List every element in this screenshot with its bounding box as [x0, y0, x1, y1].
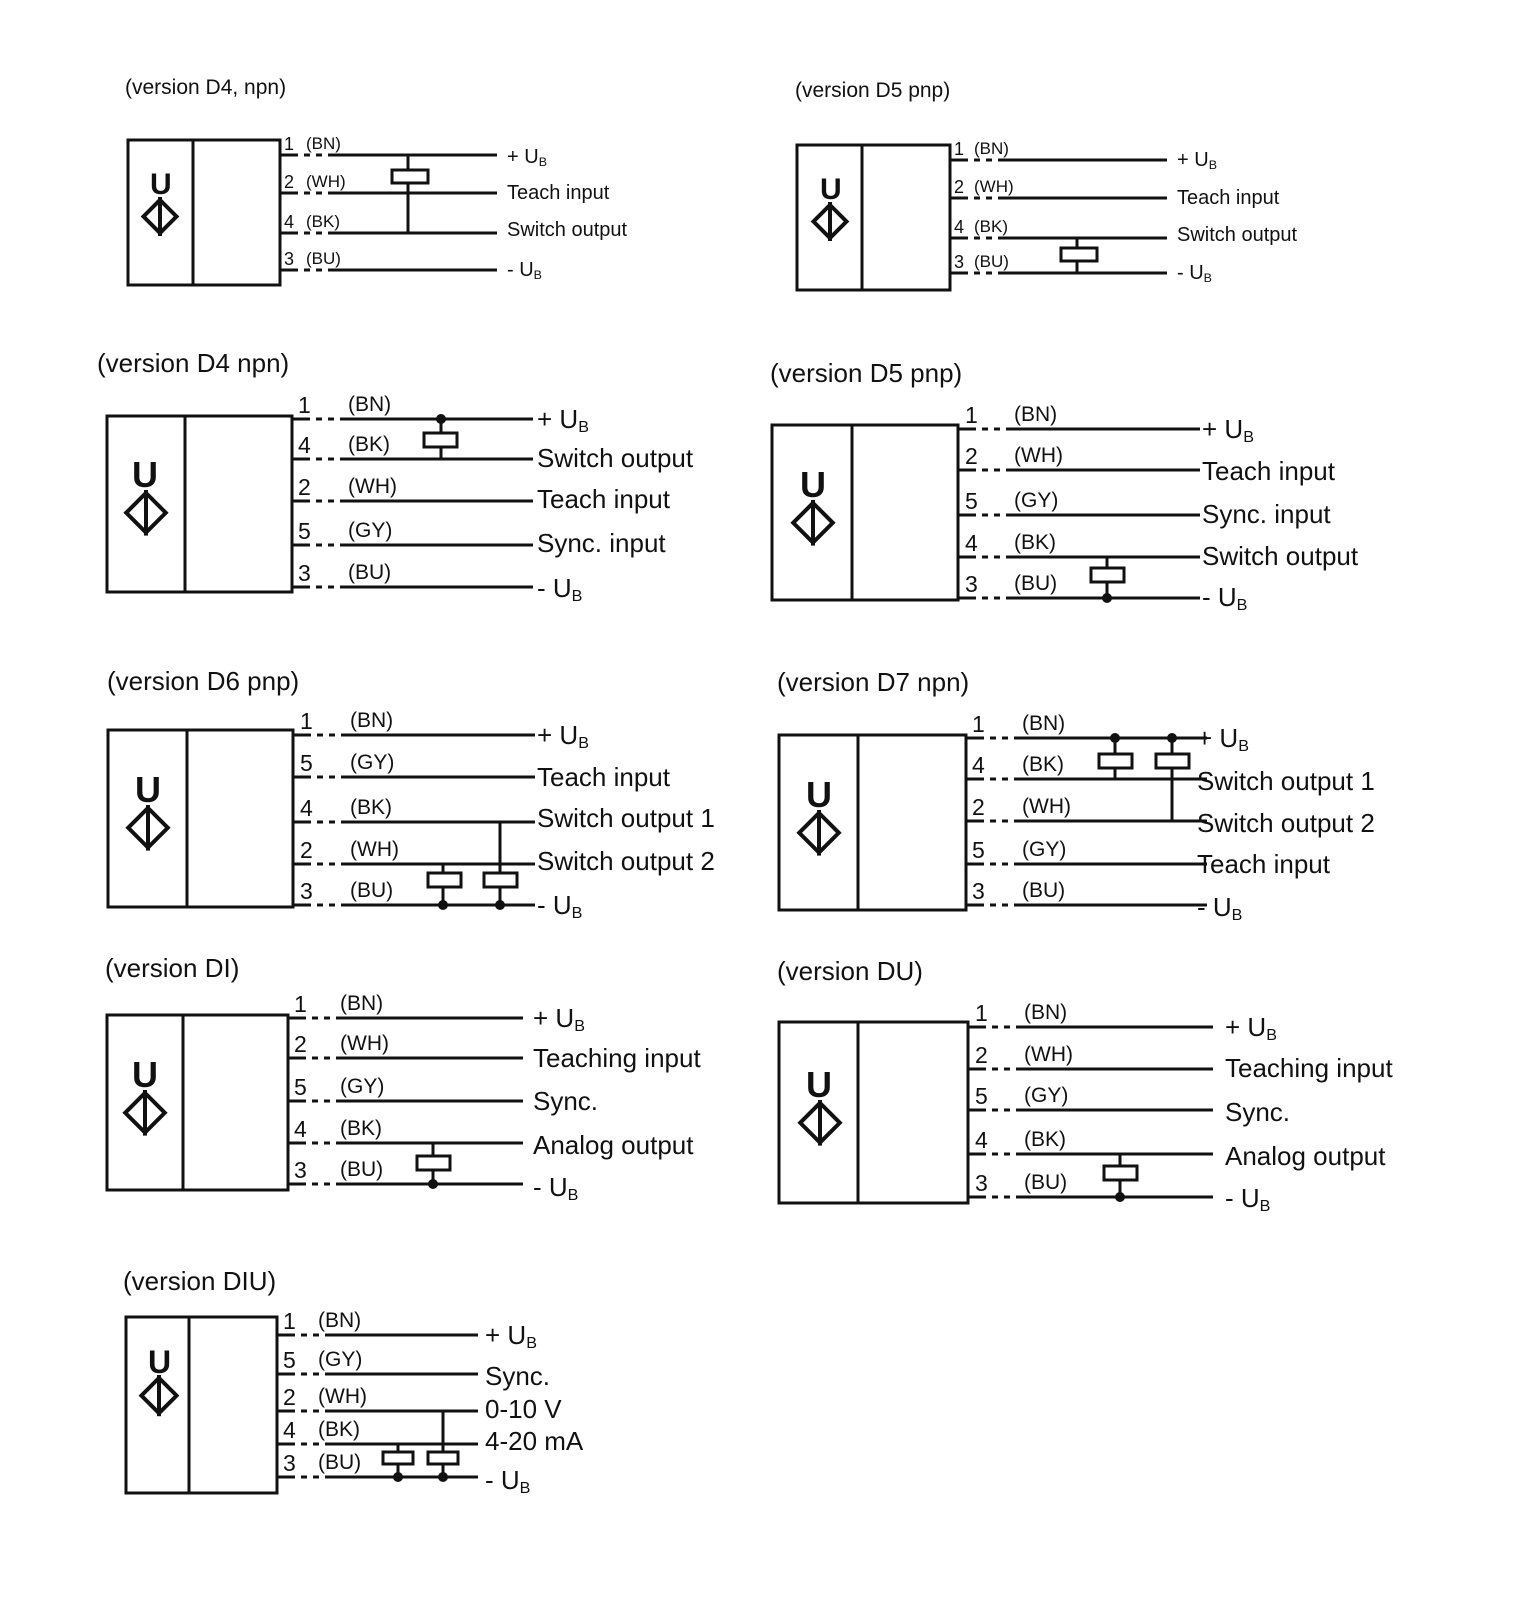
sensor-u-label: U	[132, 454, 158, 495]
wire-color: (WH)	[974, 177, 1014, 196]
pin-number: 3	[975, 1170, 988, 1196]
signal-label	[485, 1428, 583, 1454]
signal-label	[485, 1363, 550, 1389]
wire-color: (BK)	[974, 217, 1008, 236]
signal-label	[1197, 810, 1375, 836]
signal-label	[537, 805, 715, 831]
signal-label	[533, 1132, 693, 1158]
load-relay-icon	[1104, 1166, 1137, 1180]
signal-text: Switch output 2	[1197, 808, 1375, 838]
signal-text: - U	[507, 259, 534, 281]
signal-text: + U	[533, 1003, 575, 1033]
wire-color: (BK)	[1024, 1128, 1066, 1151]
wire-color: (WH)	[350, 838, 399, 861]
pin-number: 5	[294, 1074, 307, 1100]
diagram-title: (version D7 npn)	[777, 667, 970, 697]
wire-color: (BU)	[1022, 879, 1066, 902]
pin-number: 1	[954, 139, 965, 159]
pin-number: 4	[965, 530, 978, 556]
supply-subscript: B	[1203, 271, 1212, 286]
junction-dot	[1110, 733, 1120, 743]
wire-color: (BN)	[1022, 712, 1066, 735]
wire-color: (WH)	[1014, 444, 1063, 467]
signal-label	[1177, 188, 1279, 208]
pin-number: 1	[972, 711, 985, 737]
wire-color: (BK)	[306, 212, 340, 231]
junction-dot	[436, 414, 446, 424]
signal-label	[1225, 1143, 1385, 1169]
pin-number: 5	[283, 1347, 296, 1373]
supply-subscript: B	[538, 155, 547, 170]
sensor-u-label: U	[150, 168, 172, 201]
pin-number: 2	[954, 177, 965, 197]
signal-label	[507, 260, 542, 282]
signal-text: + U	[537, 404, 579, 434]
signal-text: + U	[1202, 414, 1244, 444]
sensor-housing	[128, 140, 280, 285]
pin-number: 3	[300, 878, 313, 904]
signal-text: Switch output	[1177, 224, 1298, 246]
supply-subscript: B	[1243, 428, 1254, 447]
pin-number: 2	[975, 1042, 988, 1068]
signal-text: - U	[1202, 582, 1237, 612]
signal-text: Analog output	[1225, 1141, 1386, 1171]
signal-text: + U	[537, 720, 579, 750]
load-relay-icon	[1091, 568, 1124, 582]
wire-color: (WH)	[318, 1385, 367, 1408]
signal-label	[1225, 1185, 1270, 1214]
pin-number: 5	[298, 518, 311, 544]
signal-label	[1177, 263, 1212, 285]
wire-color: (BN)	[1024, 1001, 1068, 1024]
diagram-title: (version D6 pnp)	[107, 666, 300, 696]
wire-color: (BU)	[348, 561, 392, 584]
signal-text: - U	[485, 1465, 520, 1495]
signal-label	[485, 1396, 562, 1422]
supply-subscript: B	[571, 904, 583, 923]
signal-label	[1177, 150, 1217, 172]
diagram-title: (version DIU)	[123, 1266, 277, 1296]
signal-text: Teach input	[1202, 456, 1335, 486]
signal-text: Teach input	[507, 182, 610, 204]
signal-label	[537, 848, 715, 874]
wire-color: (WH)	[340, 1032, 389, 1055]
signal-label	[537, 406, 589, 435]
signal-text: Switch output 1	[1197, 766, 1375, 796]
diagram-title: (version D4, npn)	[125, 76, 287, 99]
load-relay-icon	[428, 1452, 458, 1464]
pin-number: 2	[298, 474, 311, 500]
signal-label	[1225, 1055, 1393, 1081]
wire-color: (BU)	[1014, 572, 1058, 595]
signal-text: Teaching input	[1225, 1053, 1393, 1083]
diagram-title: (version D4 npn)	[97, 348, 290, 378]
pin-number: 4	[283, 1417, 296, 1443]
supply-subscript: B	[1231, 906, 1243, 925]
signal-text: Teach input	[537, 762, 670, 792]
pin-number: 2	[294, 1031, 307, 1057]
load-relay-icon	[392, 170, 428, 183]
pin-number: 4	[300, 795, 313, 821]
junction-dot	[428, 1179, 438, 1189]
supply-subscript: B	[578, 418, 589, 437]
signal-text: Sync.	[1225, 1097, 1291, 1127]
pin-number: 2	[283, 1384, 296, 1410]
sensor-u-label: U	[132, 1054, 158, 1095]
signal-label	[485, 1322, 537, 1351]
pin-number: 2	[972, 794, 985, 820]
supply-subscript: B	[533, 268, 542, 283]
signal-label	[485, 1467, 530, 1496]
signal-label	[533, 1088, 598, 1114]
signal-text: Sync. input	[1202, 499, 1331, 529]
signal-label	[537, 764, 670, 790]
signal-text: Teach input	[537, 484, 670, 514]
pin-number: 1	[294, 991, 307, 1017]
wire-color: (GY)	[1022, 838, 1067, 861]
wire-color: (WH)	[348, 475, 397, 498]
wire-color: (BN)	[350, 709, 394, 732]
wire-color: (WH)	[306, 172, 346, 191]
pin-number: 3	[294, 1157, 307, 1183]
signal-label	[1177, 225, 1297, 245]
wire-color: (BK)	[340, 1117, 382, 1140]
signal-label	[537, 445, 693, 471]
diagram-title: (version D5 pnp)	[770, 358, 963, 388]
wire-color: (WH)	[1024, 1043, 1073, 1066]
junction-dot	[1115, 1192, 1125, 1202]
signal-text: Switch output	[507, 219, 628, 241]
signal-label	[1225, 1099, 1290, 1125]
sensor-u-label: U	[148, 1344, 172, 1380]
signal-text: + U	[485, 1320, 527, 1350]
signal-label	[533, 1005, 585, 1034]
load-relay-icon	[428, 873, 461, 887]
wire-color: (GY)	[318, 1348, 363, 1371]
pin-number: 3	[284, 249, 295, 269]
wire-color: (GY)	[1014, 489, 1059, 512]
wire-color: (GY)	[350, 751, 395, 774]
wire-color: (BK)	[318, 1418, 360, 1441]
load-relay-icon	[1061, 248, 1097, 261]
signal-text: - U	[1177, 262, 1204, 284]
signal-label	[507, 183, 609, 203]
supply-subscript: B	[578, 734, 589, 753]
signal-text: + U	[507, 146, 539, 168]
signal-text: - U	[1197, 892, 1232, 922]
pin-number: 1	[298, 392, 311, 418]
signal-text: Teaching input	[533, 1043, 701, 1073]
wire-color: (GY)	[1024, 1084, 1069, 1107]
signal-label	[1225, 1014, 1277, 1043]
wire-color: (GY)	[348, 519, 393, 542]
signal-label	[1197, 725, 1249, 754]
signal-label	[1202, 501, 1331, 527]
supply-subscript: B	[571, 587, 583, 606]
signal-label	[1202, 458, 1335, 484]
pin-number: 4	[294, 1116, 307, 1142]
signal-text: - U	[537, 890, 572, 920]
signal-text: - U	[1225, 1183, 1260, 1213]
junction-dot	[438, 1472, 448, 1482]
signal-text: 0-10 V	[485, 1394, 562, 1424]
pin-number: 4	[298, 432, 311, 458]
junction-dot	[1167, 733, 1177, 743]
signal-text: Teach input	[1197, 849, 1330, 879]
pin-number: 3	[954, 252, 965, 272]
wire-color: (BU)	[340, 1158, 384, 1181]
signal-text: 4-20 mA	[485, 1426, 584, 1456]
signal-text: Analog output	[533, 1130, 694, 1160]
wire-color: (GY)	[340, 1075, 385, 1098]
wire-color: (BK)	[348, 433, 390, 456]
pin-number: 4	[284, 212, 295, 232]
pin-number: 3	[283, 1450, 296, 1476]
wire-color: (BN)	[340, 992, 384, 1015]
signal-label	[1197, 768, 1375, 794]
wire-color: (BN)	[1014, 403, 1058, 426]
pin-number: 2	[300, 837, 313, 863]
junction-dot	[393, 1472, 403, 1482]
pin-number: 5	[972, 837, 985, 863]
signal-label	[1202, 543, 1358, 569]
wire-color: (BK)	[1014, 531, 1056, 554]
wire-color: (BK)	[1022, 753, 1064, 776]
signal-text: Sync.	[533, 1086, 599, 1116]
pin-number: 2	[284, 172, 295, 192]
wire-color: (BU)	[974, 252, 1009, 271]
wire-color: (BU)	[318, 1451, 362, 1474]
signal-text: Switch output	[537, 443, 694, 473]
load-relay-icon	[484, 873, 517, 887]
load-relay-icon	[424, 433, 457, 447]
signal-text: + U	[1177, 149, 1209, 171]
wire-color: (BN)	[348, 393, 392, 416]
signal-text: + U	[1197, 723, 1239, 753]
wire-color: (BU)	[306, 249, 341, 268]
pin-number: 3	[965, 571, 978, 597]
wire-color: (BU)	[1024, 1171, 1068, 1194]
signal-label	[533, 1045, 701, 1071]
supply-subscript: B	[526, 1334, 537, 1353]
signal-label	[1197, 851, 1330, 877]
sensor-u-label: U	[135, 769, 161, 810]
supply-subscript: B	[519, 1479, 531, 1498]
diagram-title: (version D5 pnp)	[795, 79, 951, 102]
pin-number: 4	[972, 752, 985, 778]
signal-label	[507, 147, 547, 169]
supply-subscript: B	[1208, 158, 1217, 173]
sensor-housing	[779, 1022, 968, 1203]
wire-color: (BU)	[350, 879, 394, 902]
supply-subscript: B	[1236, 596, 1248, 615]
signal-text: - U	[537, 573, 572, 603]
pin-number: 1	[283, 1308, 296, 1334]
pin-number: 1	[965, 402, 978, 428]
supply-subscript: B	[567, 1186, 579, 1205]
junction-dot	[438, 900, 448, 910]
signal-text: + U	[1225, 1012, 1267, 1042]
signal-label	[1202, 416, 1254, 445]
sensor-u-label: U	[806, 1064, 832, 1105]
signal-label	[507, 220, 627, 240]
supply-subscript: B	[1238, 737, 1249, 756]
supply-subscript: B	[1266, 1026, 1277, 1045]
signal-text: Switch output 2	[537, 846, 715, 876]
diagram-title: (version DU)	[777, 956, 923, 986]
supply-subscript: B	[1259, 1197, 1271, 1216]
signal-label	[537, 575, 582, 604]
pin-number: 5	[965, 488, 978, 514]
pin-number: 3	[298, 560, 311, 586]
sensor-u-label: U	[806, 774, 832, 815]
wire-color: (BK)	[350, 796, 392, 819]
sensor-u-label: U	[800, 464, 826, 505]
signal-label	[537, 530, 666, 556]
signal-label	[1202, 584, 1247, 613]
diagram-title: (version DI)	[105, 953, 240, 983]
signal-label	[537, 486, 670, 512]
signal-label	[537, 892, 582, 921]
load-relay-icon	[1156, 754, 1189, 768]
wire-color: (WH)	[1022, 795, 1071, 818]
load-relay-icon	[383, 1452, 413, 1464]
pin-number: 1	[300, 708, 313, 734]
pin-number: 4	[975, 1127, 988, 1153]
supply-subscript: B	[574, 1017, 585, 1036]
wire-color: (BN)	[318, 1309, 362, 1332]
signal-text: Sync. input	[537, 528, 666, 558]
signal-text: Teach input	[1177, 187, 1280, 209]
signal-label	[1197, 894, 1242, 923]
signal-text: Sync.	[485, 1361, 551, 1391]
pin-number: 4	[954, 217, 965, 237]
signal-label	[537, 722, 589, 751]
junction-dot	[1102, 593, 1112, 603]
wire-color: (BN)	[974, 139, 1009, 158]
load-relay-icon	[417, 1156, 450, 1170]
signal-label	[533, 1174, 578, 1203]
sensor-u-label: U	[820, 173, 842, 206]
load-relay-icon	[1099, 754, 1132, 768]
pin-number: 2	[965, 443, 978, 469]
sensor-housing	[772, 425, 958, 600]
pin-number: 5	[975, 1083, 988, 1109]
junction-dot	[495, 900, 505, 910]
pin-number: 1	[284, 134, 295, 154]
signal-text: - U	[533, 1172, 568, 1202]
wire-color: (BN)	[306, 134, 341, 153]
signal-text: Switch output 1	[537, 803, 715, 833]
pin-number: 3	[972, 878, 985, 904]
pin-number: 5	[300, 750, 313, 776]
pin-number: 1	[975, 1000, 988, 1026]
signal-text: Switch output	[1202, 541, 1359, 571]
